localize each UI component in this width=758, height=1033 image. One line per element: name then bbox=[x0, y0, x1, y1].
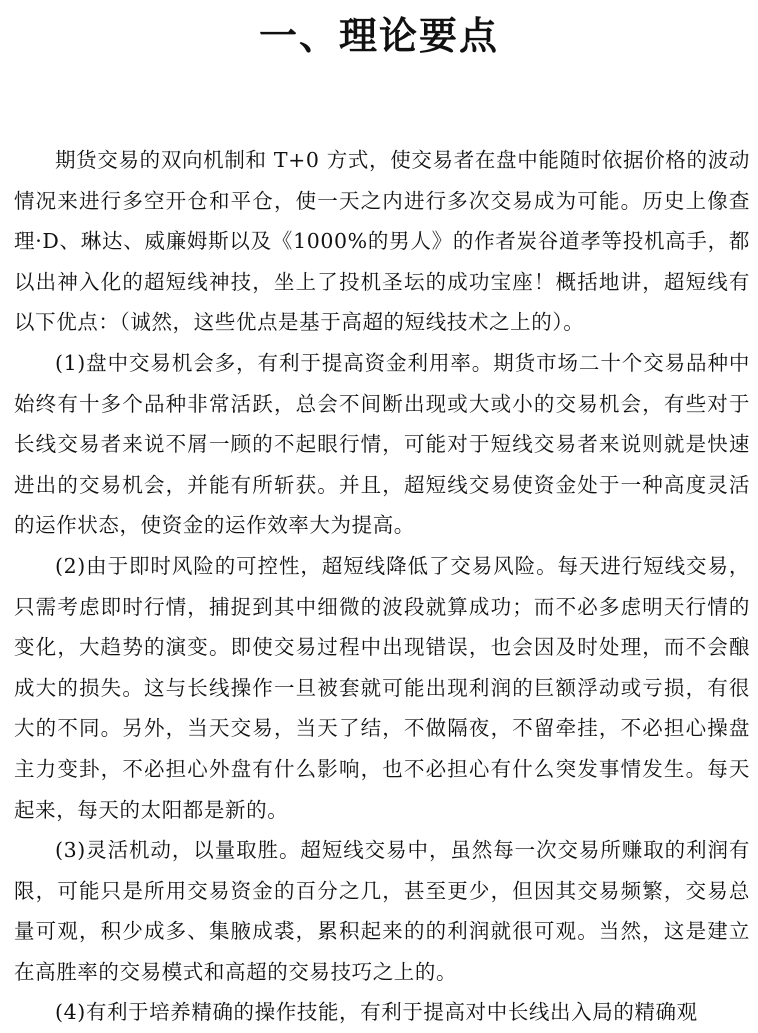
paragraph-intro: 期货交易的双向机制和 T+0 方式，使交易者在盘中能随时依据价格的波动情况来进行多空开仓和平仓，使一天之内进行多次交易成为可能。历史上像查理·D、琳达、威廉姆斯以及《1000%的男人》的作者炭谷道孝等投机高手，都以出神入化的超短线神技，坐上了投机圣坛的成功宝座！概括地讲，超短线有以下优点：（诚然，这些优点是基于高超的短线技术之上的）。 bbox=[14, 148, 750, 335]
paragraph-point-2: (2)由于即时风险的可控性，超短线降低了交易风险。每天进行短线交易，只需考虑即时行情，捕捉到其中细微的波段就算成功；而不必多虑明天行情的变化，大趋势的演变。即使交易过程中出现错误，也会因及时处理，而不会酿成大的损失。这与长线操作一旦被套就可能出现利润的巨额浮动或亏损，有很大的不同。另外，当天交易，当天了结，不做隔夜，不留牵挂，不必担心操盘主力变卦，不必担心外盘有什么影响，也不必担心有什么突发事情发生。每天起来，每天的太阳都是新的。 bbox=[14, 553, 750, 822]
page-title: 一、理论要点 bbox=[258, 14, 499, 58]
document-body bbox=[14, 140, 750, 1033]
paragraph-point-3: (3)灵活机动，以量取胜。超短线交易中，虽然每一次交易所赚取的利润有限，可能只是所用交易资金的百分之几，甚至更少，但因其交易频繁，交易总量可观，积少成多、集腋成裘，累积起来的的利润就很可观。当然，这是建立在高胜率的交易模式和高超的交易技巧之上的。 bbox=[14, 838, 750, 984]
paragraph-point-4: (4)有利于培养精确的操作技能，有利于提高对中长线出入局的精确观 bbox=[55, 1000, 698, 1025]
paragraph-point-1: (1)盘中交易机会多，有利于提高资金利用率。期货市场二十个交易品种中始终有十多个品种非常活跃，总会不间断出现或大或小的交易机会，有些对于长线交易者来说不屑一顾的不起眼行情，可能对于短线交易者来说则就是快速进出的交易机会，并能有所斩获。并且，超短线交易使资金处于一种高度灵活的运作状态，使资金的运作效率大为提高。 bbox=[14, 350, 750, 538]
